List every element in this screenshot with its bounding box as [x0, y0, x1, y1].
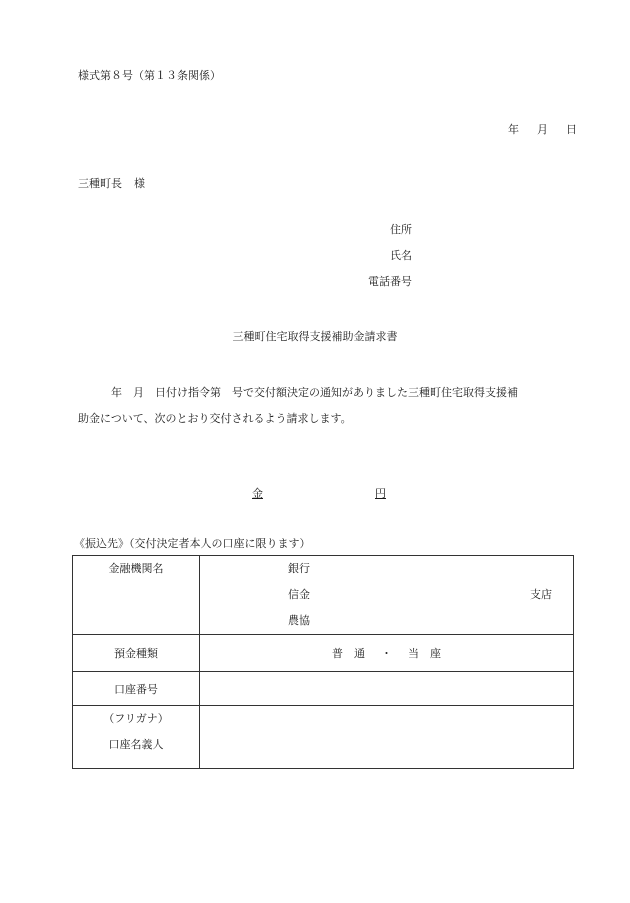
date-day: 日 [566, 123, 577, 136]
addressee-name: 三種町長 [78, 177, 122, 190]
account-number-label: 口座番号 [73, 672, 200, 706]
furigana-label: （フリガナ） [103, 712, 169, 725]
account-holder-value [200, 706, 574, 769]
shinkin-option: 信金 [288, 588, 310, 601]
account-holder-row [73, 706, 574, 769]
institution-options [200, 556, 573, 634]
body-line-1: 年 月 日付け指令第 号で交付額決定の通知がありました三種町住宅取得支援補 [78, 386, 518, 399]
addressee [78, 175, 145, 191]
body-line-2: 助金について、次のとおり交付されるよう請求します。 [78, 412, 352, 425]
account-number-row [73, 672, 574, 706]
document-title: 三種町住宅取得支援補助金請求書 [232, 330, 398, 343]
option-separator: ・ [381, 647, 392, 660]
addressee-honorific: 様 [134, 177, 145, 190]
branch-label: 支店 [530, 588, 552, 601]
bank-option: 銀行 [288, 562, 310, 575]
holder-label: 口座名義人 [108, 738, 164, 751]
amount-suffix: 円 [375, 487, 386, 500]
deposit-type-options [200, 635, 574, 672]
institution-value-cell [200, 556, 574, 635]
applicant-phone-label: 電話番号 [368, 275, 412, 288]
deposit-type-label: 預金種類 [73, 635, 200, 672]
applicant-block [360, 224, 412, 302]
futsu-option: 普 通 [332, 647, 365, 660]
request-body [78, 380, 574, 432]
shinkin-row [288, 582, 573, 608]
form-number: 様式第８号（第１３条関係） [78, 69, 221, 82]
applicant-name-label: 氏名 [390, 249, 412, 262]
institution-label-cell [73, 556, 200, 635]
date-month: 月 [537, 123, 548, 136]
nokyo-option: 農協 [288, 614, 310, 627]
applicant-address-label: 住所 [390, 223, 412, 236]
toza-option: 当 座 [408, 647, 441, 660]
deposit-type-row [73, 635, 574, 672]
institution-row [73, 556, 574, 635]
amount-line [252, 485, 386, 501]
transfer-heading: 《振込先》（交付決定者本人の口座に限ります） [74, 537, 311, 550]
account-table [72, 555, 574, 769]
account-number-value [200, 672, 574, 706]
amount-prefix: 金 [252, 487, 263, 500]
institution-label: 金融機関名 [108, 562, 164, 575]
date-line [508, 121, 577, 137]
account-holder-label-cell [73, 706, 200, 769]
date-year: 年 [508, 123, 519, 136]
